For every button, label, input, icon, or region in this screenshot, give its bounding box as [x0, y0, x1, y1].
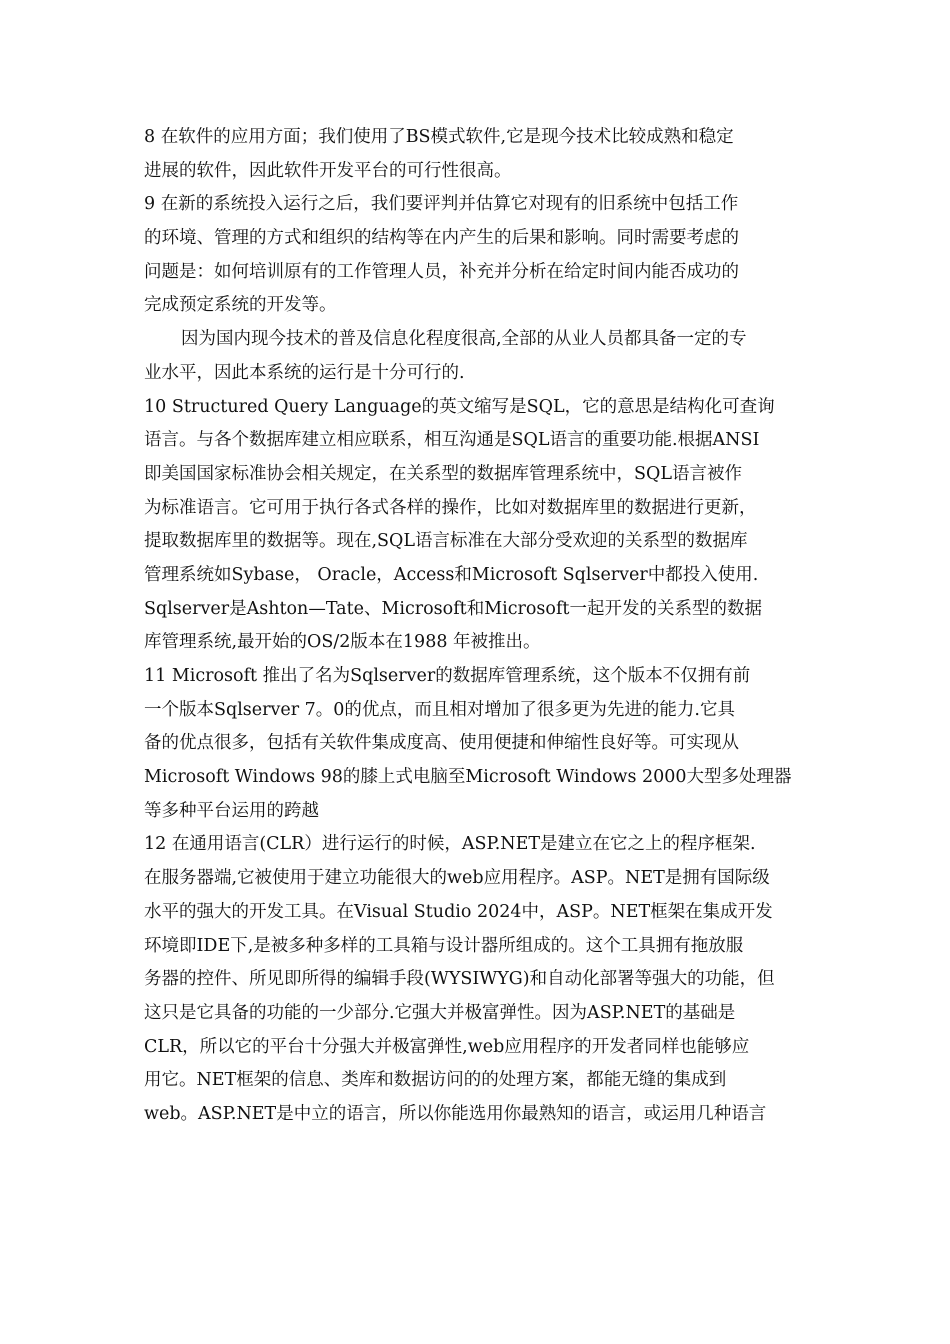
- text-line: 提取数据库里的数据等。现在,SQL语言标准在大部分受欢迎的关系型的数据库: [144, 531, 748, 552]
- text-line: 库管理系统,最开始的OS/2版本在1988 年被推出。: [144, 632, 541, 653]
- text-line: 水平的强大的开发工具。在Visual Studio 2024中，ASP。NET框架在集成开发: [144, 901, 773, 922]
- text-line: web。ASP.NET是中立的语言，所以你能选用你最熟知的语言，或运用几种语言: [144, 1103, 767, 1124]
- text-line: 因为国内现今技术的普及信息化程度很高,全部的从业人员都具备一定的专: [181, 329, 747, 350]
- text-line: 这只是它具备的功能的一少部分.它强大并极富弹性。因为ASP.NET的基础是: [144, 1002, 736, 1023]
- text-line: 语言。与各个数据库建立相应联系，相互沟通是SQL语言的重要功能.根据ANSI: [144, 430, 760, 451]
- text-line: 问题是：如何培训原有的工作管理人员，补充并分析在给定时间内能否成功的: [144, 261, 739, 282]
- body-text: [144, 121, 824, 1132]
- text-line: 为标准语言。它可用于执行各式各样的操作，比如对数据库里的数据进行更新，: [144, 497, 757, 518]
- text-line: 12 在通用语言(CLR）进行运行的时候，ASP.NET是建立在它之上的程序框架.: [144, 834, 756, 855]
- text-line: 8 在软件的应用方面；我们使用了BS模式软件,它是现今技术比较成熟和稳定: [144, 127, 734, 147]
- text-line: 完成预定系统的开发等。: [144, 295, 337, 316]
- text-line: 10 Structured Query Language的英文缩写是SQL，它的意思是结构化可查询: [144, 396, 775, 417]
- text-line: Sqlserver是Ashton—Tate、Microsoft和Microsoft一起开发的关系型的数据: [144, 598, 762, 619]
- text-line: 9 在新的系统投入运行之后，我们要评判并估算它对现有的旧系统中包括工作: [144, 194, 739, 215]
- text-line: 业水平，因此本系统的运行是十分可行的.: [144, 362, 465, 383]
- text-line: 在服务器端,它被使用于建立功能很大的web应用程序。ASP。NET是拥有国际级: [144, 868, 770, 889]
- text-line: 务器的控件、所见即所得的编辑手段(WYSIWYG)和自动化部署等强大的功能，但: [144, 969, 775, 990]
- text-line: 的环境、管理的方式和组织的结构等在内产生的后果和影响。同时需要考虑的: [144, 228, 739, 249]
- text-line: 一个版本Sqlserver 7。0的优点，而且相对增加了很多更为先进的能力.它具: [144, 699, 735, 720]
- text-line: CLR，所以它的平台十分强大并极富弹性,web应用程序的开发者同样也能够应: [144, 1036, 750, 1057]
- text-line: 11 Microsoft 推出了名为Sqlserver的数据库管理系统，这个版本不仅拥有前: [144, 666, 751, 686]
- text-line: 进展的软件，因此软件开发平台的可行性很高。: [144, 160, 512, 181]
- text-line: 用它。NET框架的信息、类库和数据访问的的处理方案，都能无缝的集成到: [144, 1070, 727, 1091]
- text-line: 环境即IDE下,是被多种多样的工具箱与设计器所组成的。这个工具拥有拖放服: [144, 935, 744, 956]
- text-line: 备的优点很多，包括有关软件集成度高、使用便捷和伸缩性良好等。可实现从: [144, 733, 739, 754]
- text-line: Microsoft Windows 98的膝上式电脑至Microsoft Windows 2000大型多处理器: [144, 767, 792, 788]
- text-line: 管理系统如Sybase， Oracle，Access和Microsoft Sqlserver中都投入使用.: [144, 564, 759, 585]
- text-line: 即美国国家标准协会相关规定，在关系型的数据库管理系统中，SQL语言被作: [144, 463, 742, 484]
- text-line: 等多种平台运用的跨越: [144, 800, 319, 821]
